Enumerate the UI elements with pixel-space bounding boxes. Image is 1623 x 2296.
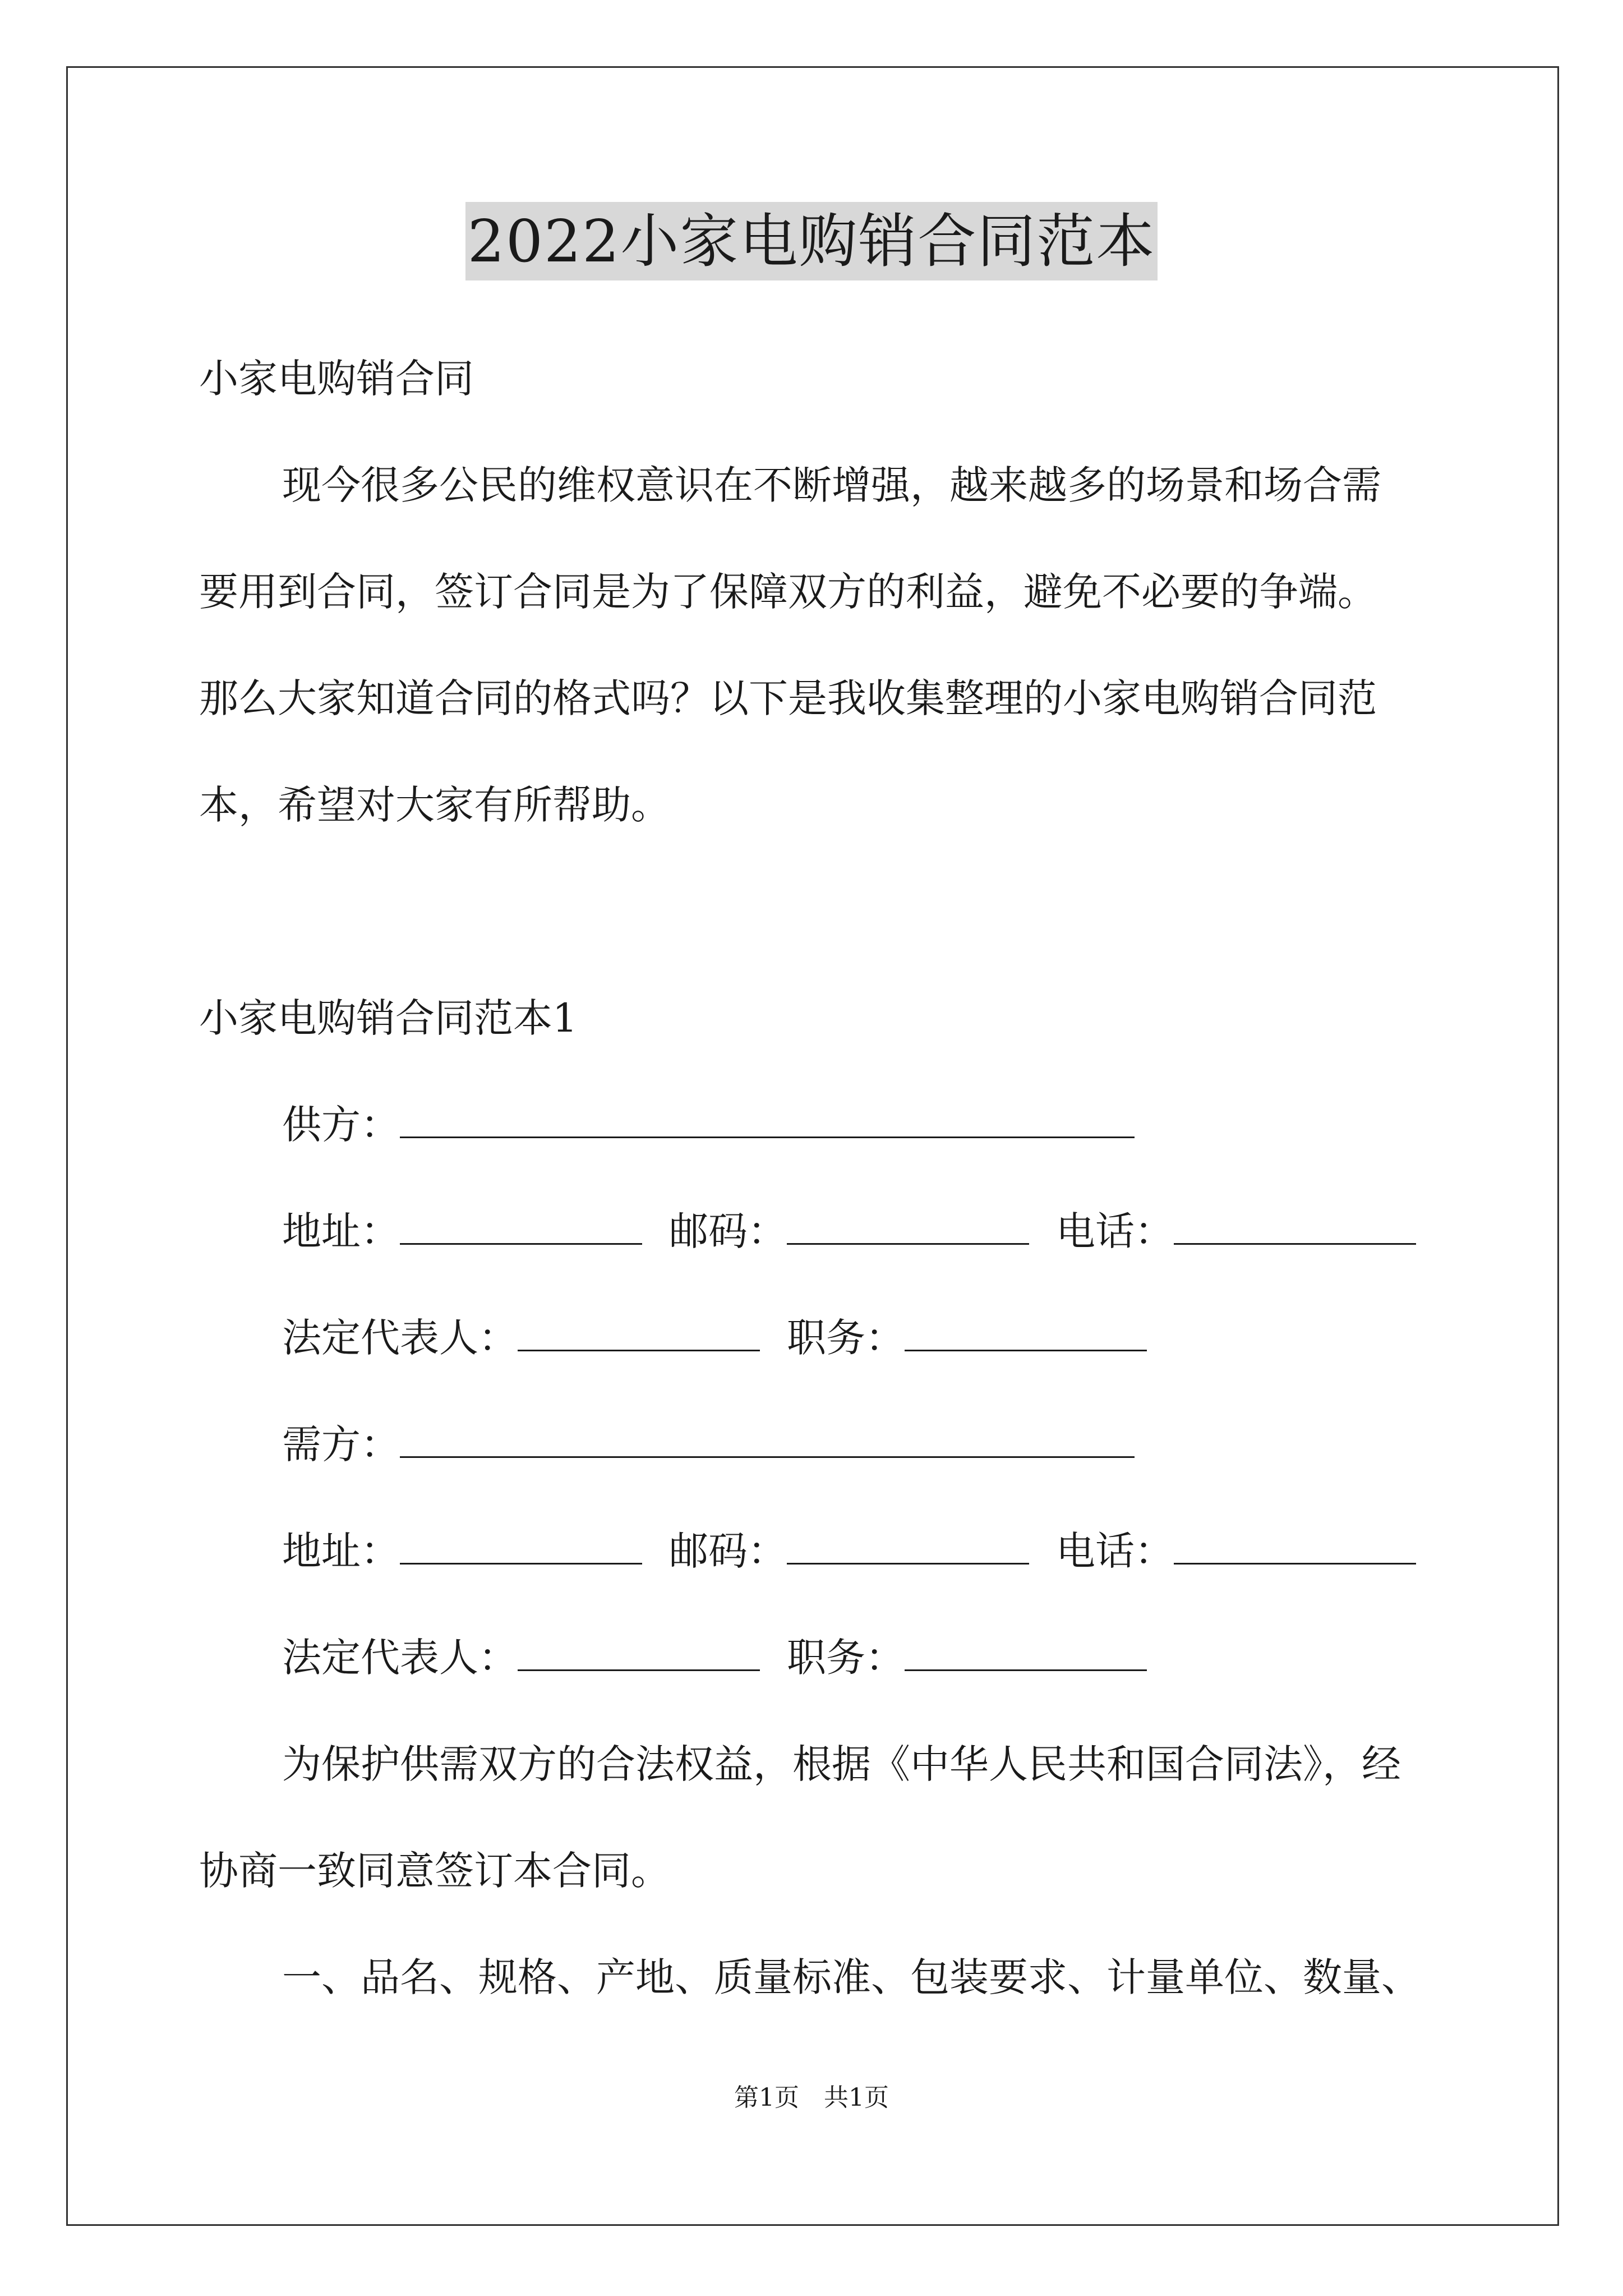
intro-line-1: 现今很多公民的维权意识在不断增强，越来越多的场景和场合需 [282, 462, 1381, 508]
supplier-name-blank[interactable] [400, 1103, 1135, 1138]
section-heading: 小家电购销合同范本1 [199, 995, 578, 1041]
buyer-row [282, 1419, 1135, 1470]
agreement-line-2: 协商一致同意签订本合同。 [199, 1848, 670, 1894]
intro-line-2: 要用到合同，签订合同是为了保障双方的利益，避免不必要的争端。 [199, 569, 1377, 615]
intro-line-3: 那么大家知道合同的格式吗？以下是我收集整理的小家电购销合同范 [199, 675, 1377, 721]
supplier-postcode-label: 邮码： [669, 1208, 787, 1254]
buyer-phone-label: 电话： [1056, 1528, 1174, 1574]
supplier-position-label: 职务： [787, 1315, 905, 1361]
supplier-rep-label: 法定代表人： [282, 1315, 518, 1361]
buyer-address-label: 地址： [282, 1528, 400, 1574]
buyer-address-blank[interactable] [400, 1529, 642, 1565]
buyer-phone-blank[interactable] [1174, 1529, 1416, 1565]
supplier-postcode-blank[interactable] [787, 1209, 1029, 1245]
title-container [0, 202, 1623, 280]
document-title: 2022小家电购销合同范本 [465, 202, 1158, 280]
buyer-position-label: 职务： [787, 1635, 905, 1681]
buyer-rep-blank[interactable] [518, 1636, 760, 1671]
buyer-contact-row [282, 1526, 1416, 1576]
supplier-row [282, 1099, 1135, 1150]
supplier-address-label: 地址： [282, 1208, 400, 1254]
supplier-contact-row [282, 1206, 1416, 1257]
buyer-rep-label: 法定代表人： [282, 1635, 518, 1681]
supplier-phone-label: 电话： [1056, 1208, 1174, 1254]
buyer-position-blank[interactable] [905, 1636, 1147, 1671]
page-number-footer: 第1页 共1页 [734, 2083, 889, 2112]
supplier-label: 供方： [282, 1102, 400, 1148]
supplier-rep-row [282, 1313, 1147, 1363]
intro-heading: 小家电购销合同 [199, 356, 474, 402]
supplier-rep-blank[interactable] [518, 1316, 760, 1351]
supplier-address-blank[interactable] [400, 1209, 642, 1245]
intro-line-4: 本，希望对大家有所帮助。 [199, 782, 670, 828]
buyer-name-blank[interactable] [400, 1423, 1135, 1458]
supplier-position-blank[interactable] [905, 1316, 1147, 1351]
buyer-rep-row [282, 1632, 1147, 1683]
buyer-postcode-blank[interactable] [787, 1529, 1029, 1565]
buyer-label: 需方： [282, 1421, 400, 1467]
buyer-postcode-label: 邮码： [669, 1528, 787, 1574]
agreement-line-1: 为保护供需双方的合法权益，根据《中华人民共和国合同法》，经 [282, 1741, 1401, 1787]
supplier-phone-blank[interactable] [1174, 1209, 1416, 1245]
clause-1: 一、品名、规格、产地、质量标准、包装要求、计量单位、数量、 [282, 1954, 1421, 2000]
